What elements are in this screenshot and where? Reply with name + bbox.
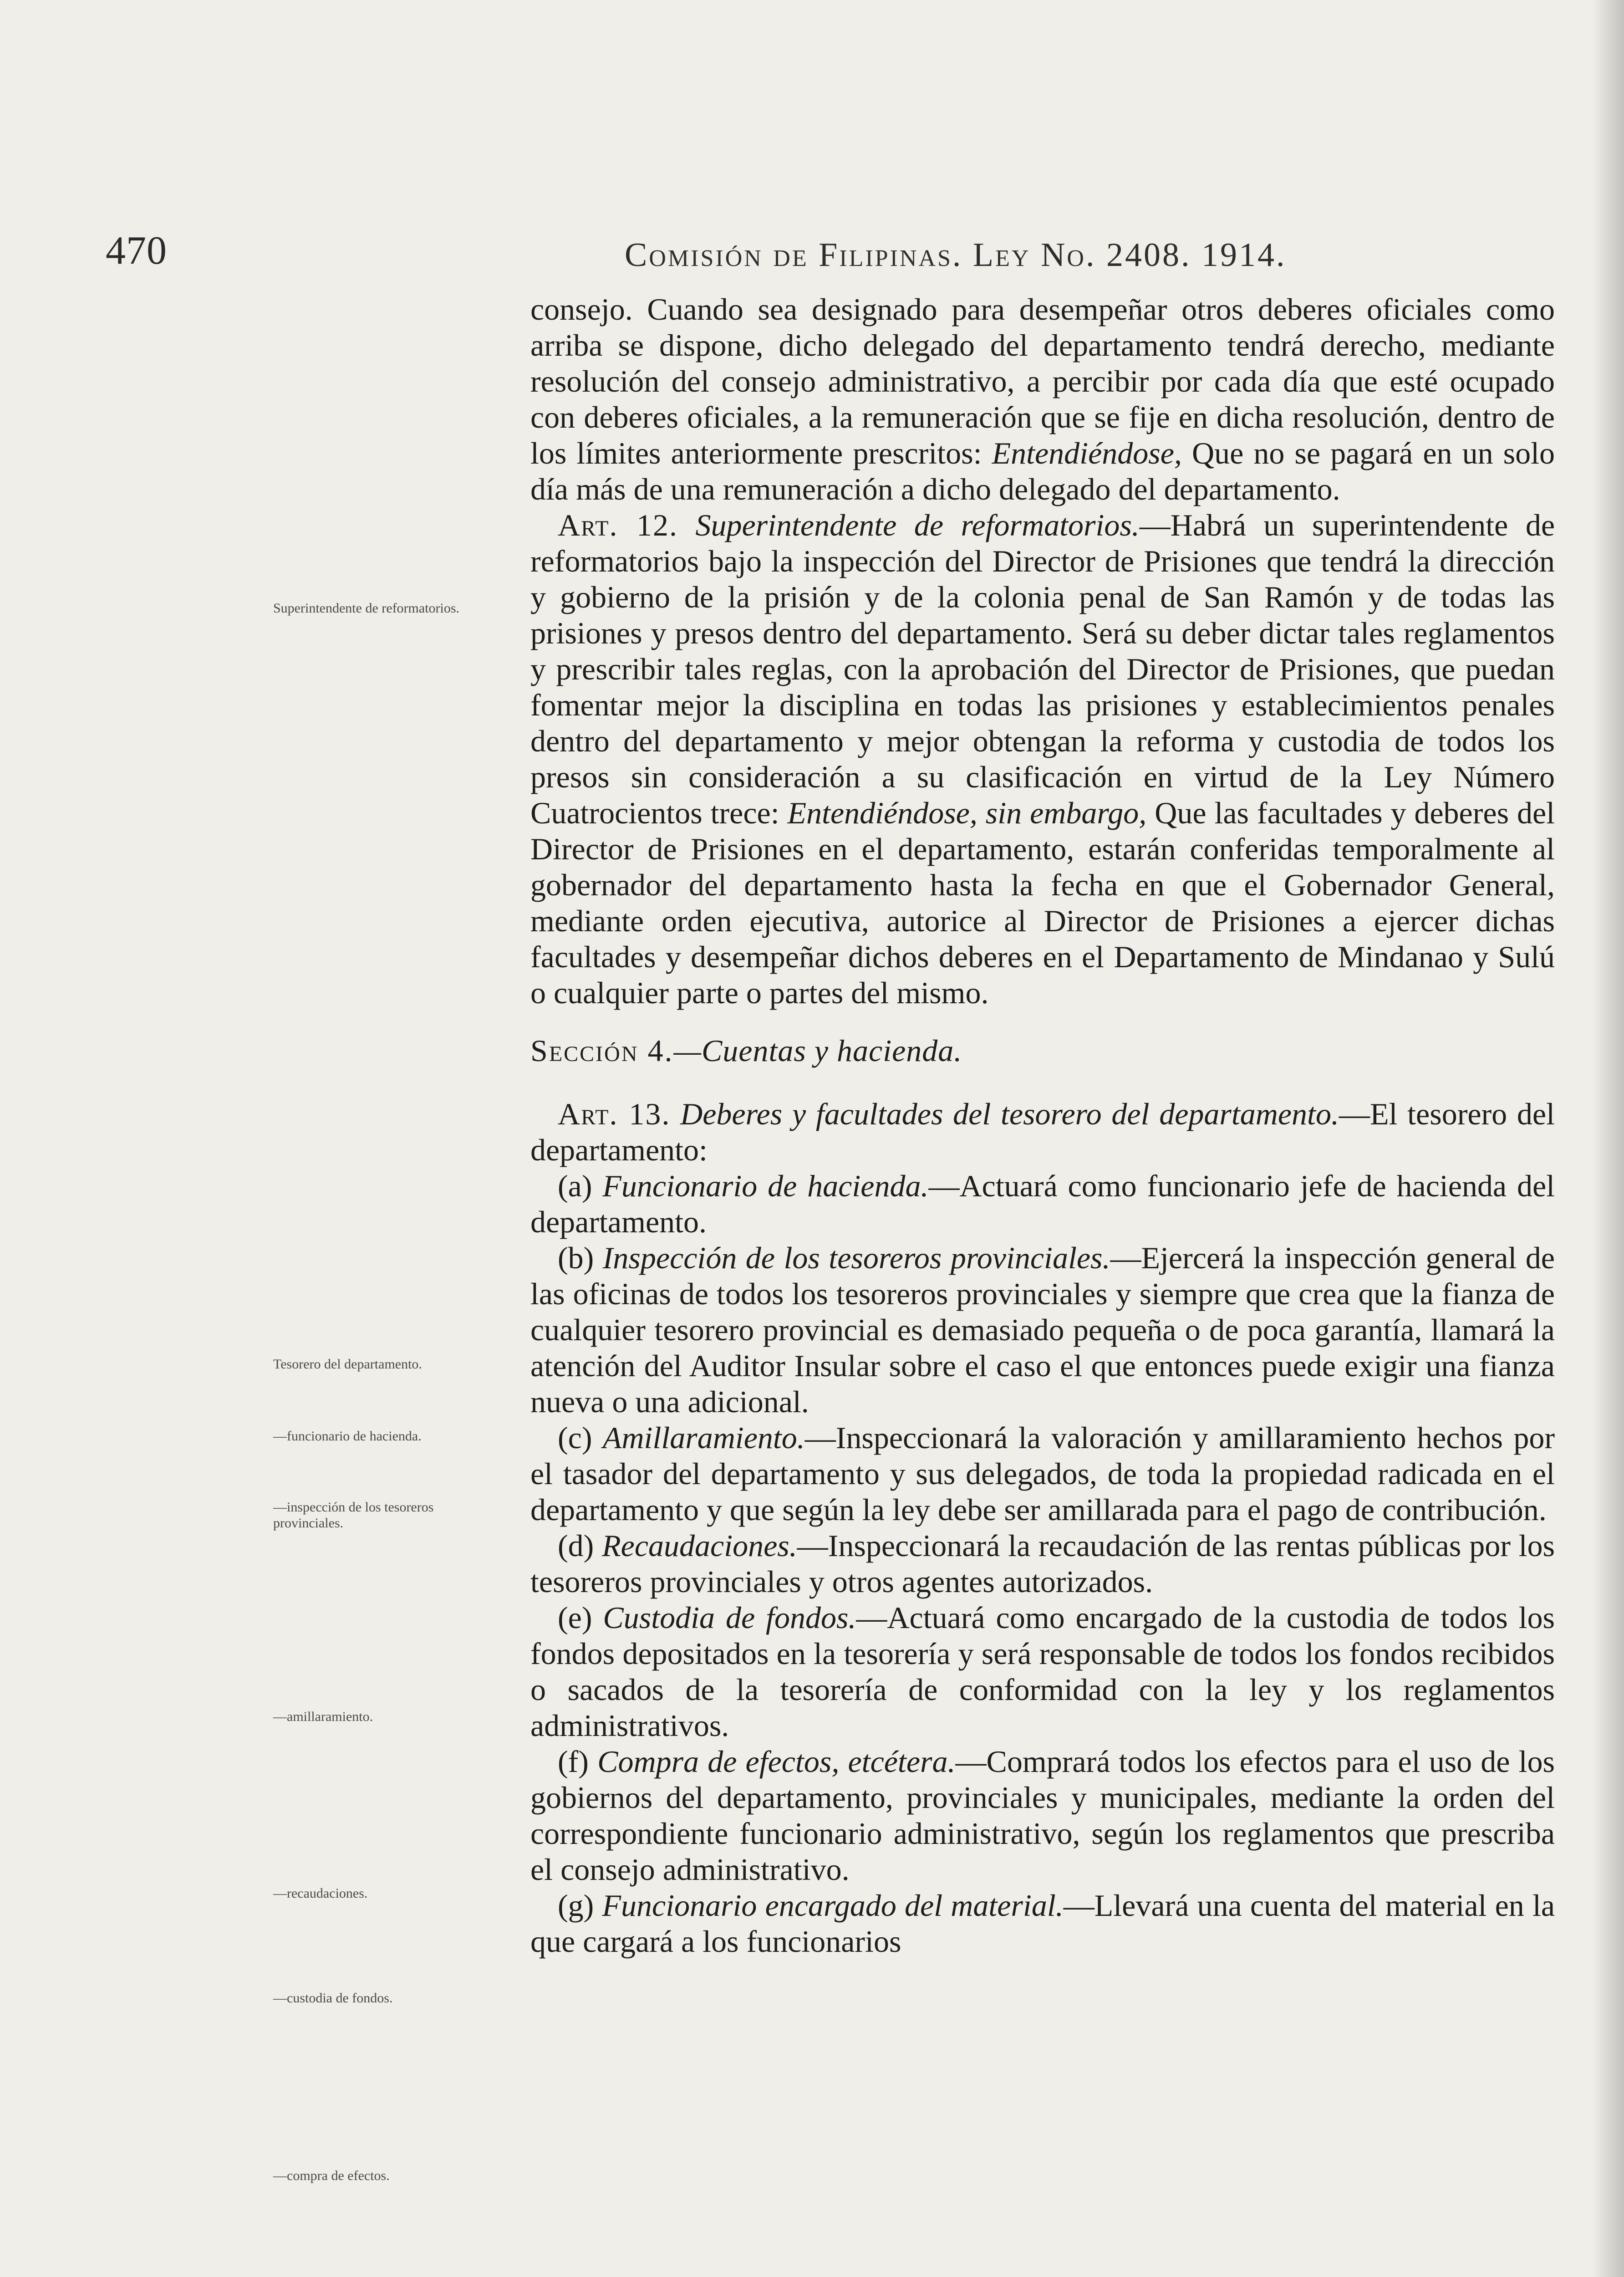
page-number: 470 [106,229,167,273]
clause-label: (b) [558,1241,594,1275]
italic-run: Entendiéndose, [992,436,1182,470]
clause-title: Custodia de fondos. [603,1600,856,1635]
text-run: —Actuará como encargado de la custodia de todos los fondos depositados en la tesorería y será responsable de todos los fondos recibidos o sacados de la tesorería de conformidad con la ley y los reglamentos administrativos. [530,1600,1555,1743]
clause-f [530,1744,1555,1888]
text-run: —Llevará una cuenta del material en la que cargará a los funcionarios [530,1888,1555,1959]
clause-label: (a) [558,1169,592,1203]
article-13 [530,1096,1555,1168]
clause-g [530,1888,1555,1960]
article-title: Deberes y facultades del tesorero del departamento. [680,1097,1339,1131]
text-run: consejo. Cuando sea designado para desempeñar otros deberes oficiales como arriba se dispone, dicho delegado del departamento tendrá derecho, mediante resolución del consejo administrativo, a percibir por cada día que esté ocupado con deberes oficiales, a la remuneración que se fije en dicha resolución, dentro de los límites anteriormente prescritos: [530,292,1555,470]
clause-b [530,1240,1555,1420]
article-12 [530,507,1555,1011]
margin-note-funcionario-hacienda: —funcionario de hacienda. [273,1429,422,1444]
margin-note-compra-efectos: —compra de efectos. [273,2168,390,2183]
text-run: —Actuará como funcionario jefe de hacienda del departamento. [530,1169,1555,1239]
italic-run: Entendiéndose, sin embargo, [787,796,1147,830]
clause-title: Amillaramiento. [602,1420,805,1455]
section-label: Sección 4. [530,1033,674,1068]
text-run: Que no se pagará en un solo día más de una remuneración a dicho delegado del departamento. [530,436,1555,506]
clause-title: Funcionario encargado del material. [602,1888,1064,1923]
article-label: Art. 12. [558,508,678,542]
margin-note-recaudaciones: —recaudaciones. [273,1886,368,1901]
clause-d [530,1528,1555,1600]
clause-label: (g) [558,1888,594,1923]
clause-label: (d) [558,1528,594,1563]
clause-title: Funcionario de hacienda. [602,1169,929,1203]
clause-label: (f) [558,1744,589,1779]
margin-note-amillaramiento: —amillaramiento. [273,1709,373,1724]
clause-c [530,1420,1555,1528]
text-run: —Comprará todos los efectos para el uso de los gobiernos del departamento, provinciales y municipales, mediante la orden del correspondiente funcionario administrativo, según los reglamentos que prescriba el consejo administrativo. [530,1744,1555,1887]
running-head: Comisión de Filipinas. Ley No. 2408. 1914. [625,236,1287,274]
page-edge-shadow [1592,0,1624,2277]
clause-a [530,1168,1555,1240]
margin-note-superintendente: Superintendente de reformatorios. [273,601,460,616]
text-run: —Ejercerá la inspección general de las oficinas de todos los tesoreros provinciales y siempre que crea que la fianza de cualquier tesorero provincial es demasiado pequeña o de poca garantía, llamará la atención del Auditor Insular sobre el caso el que entonces puede exigir una fianza nueva o una adicional. [530,1241,1555,1419]
text-run: —Inspeccionará la valoración y amillaramiento hechos por el tasador del departamento y sus delegados, de toda la propiedad radicada en el departamento y que según la ley debe ser amillarada para el pago de contribución. [530,1420,1555,1527]
clause-e [530,1600,1555,1744]
section-title: —Cuentas y hacienda. [673,1033,962,1068]
margin-note-custodia-fondos: —custodia de fondos. [273,1991,393,2006]
text-run: —Inspeccionará la recaudación de las rentas públicas por los tesoreros provinciales y otros agentes autorizados. [530,1528,1555,1599]
text-run: Que las facultades y deberes del Director de Prisiones en el departamento, estarán conferidas temporalmente al gobernador del departamento hasta la fecha en que el Gobernador General, mediante orden ejecutiva, autorice al Director de Prisiones a ejercer dichas facultades y desempeñar dichos deberes en el Departamento de Mindanao y Sulú o cualquier parte o partes del mismo. [530,796,1555,1010]
clause-title: Recaudaciones. [602,1528,797,1563]
article-title: Superintendente de reformatorios. [695,508,1140,542]
text-run: —Habrá un superintendente de reformatorios bajo la inspección del Director de Prisiones que tendrá la dirección y gobierno de la prisión y de la colonia penal de San Ramón y de todas las prisiones y presos dentro del departamento. Será su deber dictar tales reglamentos y prescribir tales reglas, con la aprobación del Director de Prisiones, que puedan fomentar mejor la disciplina en todas las prisiones y establecimientos penales dentro del departamento y mejor obtengan la reforma y custodia de todos los presos sin consideración a su clasificación en virtud de la Ley Número Cuatrocientos trece: [530,508,1555,830]
text-run: —El tesorero del departamento: [530,1097,1555,1167]
margin-note-tesorero: Tesorero del departamento. [273,1357,422,1372]
clause-title: Inspección de los tesoreros provinciales. [602,1241,1110,1275]
clause-label: (e) [558,1600,592,1635]
margin-note-inspeccion-tesoreros: —inspección de los tesoreros provinciales. [273,1500,434,1531]
paragraph-consejo [530,291,1555,507]
clause-label: (c) [558,1420,592,1455]
article-label: Art. 13. [558,1097,671,1131]
body-text [530,291,1555,1960]
clause-title: Compra de efectos, etcétera. [597,1744,956,1779]
section-heading [530,1033,1555,1069]
